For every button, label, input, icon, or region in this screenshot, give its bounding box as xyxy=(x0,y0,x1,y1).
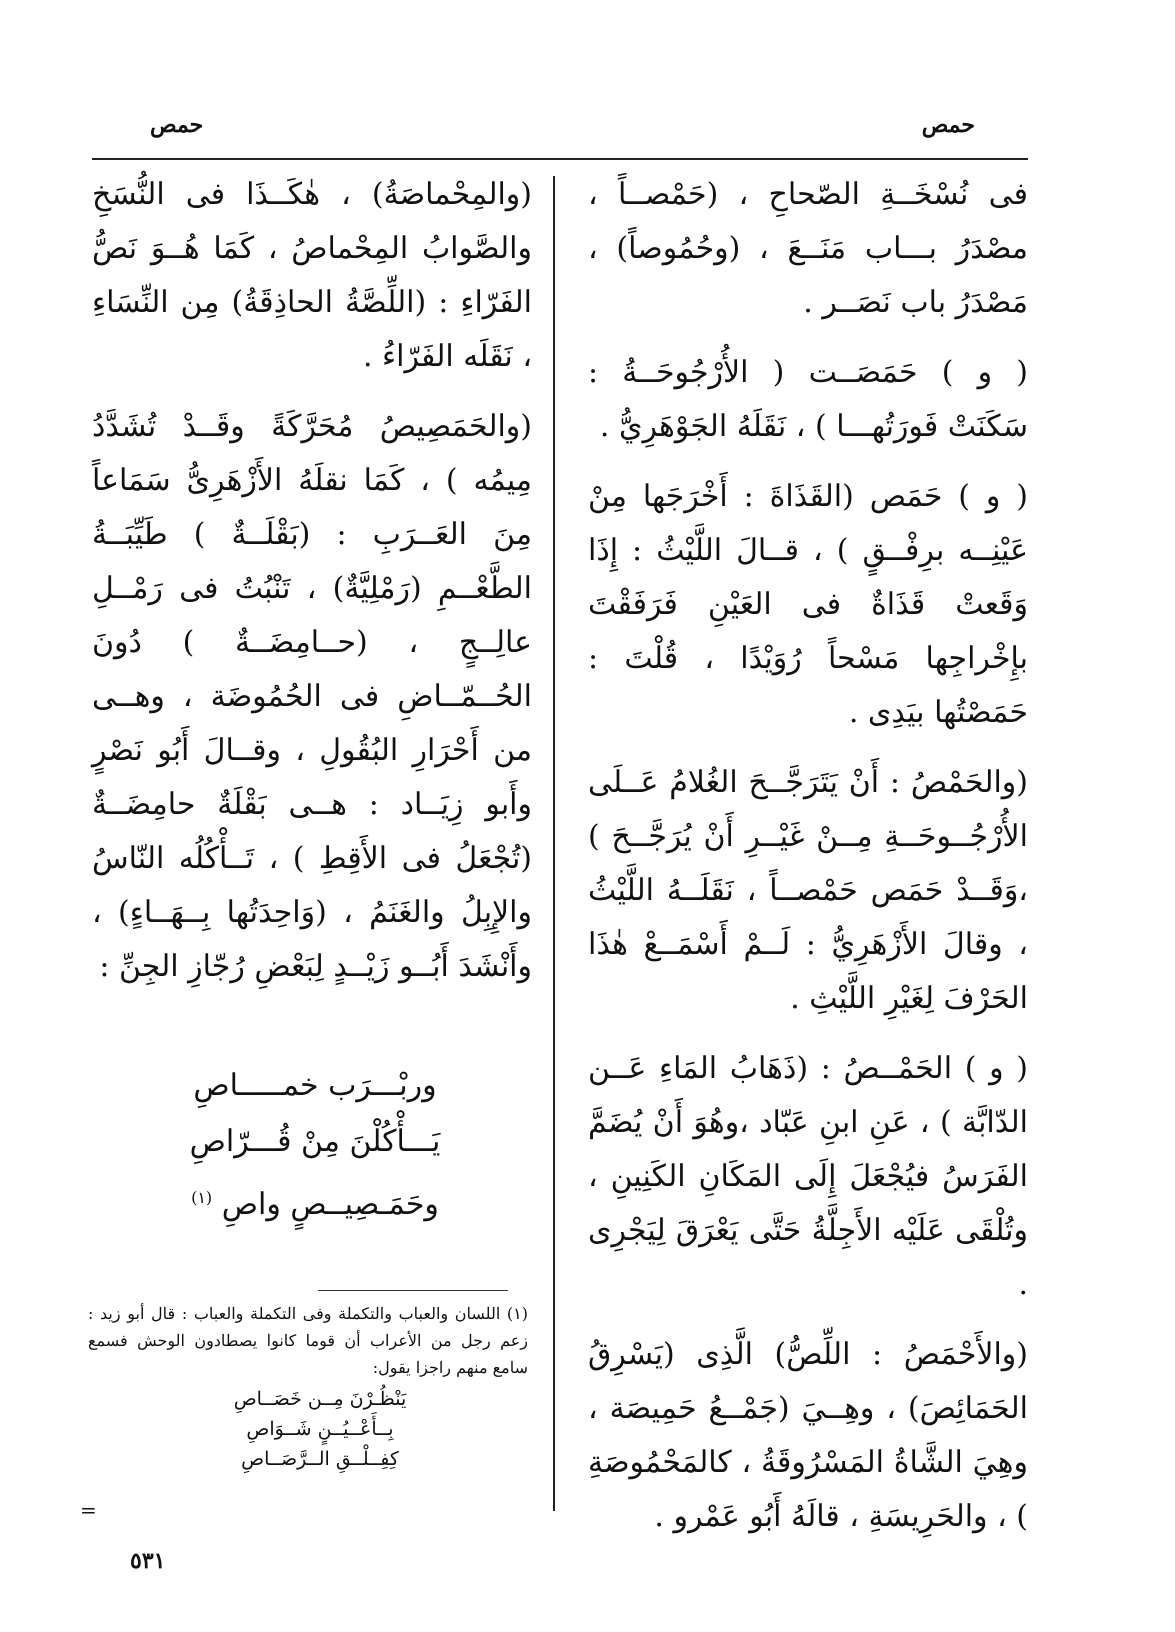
continuation-sign: = xyxy=(80,1498,97,1522)
footnote-text: (١) اللسان والعباب والتكملة وفى التكملة والعباب : قال أبو زيد : زعم رجل من الأعراب أن قوما كانوا يصطادون الوحش فسمع سامع منهم راجزا يقول: xyxy=(88,1304,529,1377)
page-number: ٥٣١ xyxy=(130,1548,166,1574)
footnote-rule xyxy=(318,1290,508,1291)
paragraph: ( و ) حَمَص (القَذَاةَ : أَخْرَجَها مِنْ عَيْنِــه برِفْــقٍ ) ، قــالَ اللَّيْثُ : إِذَا وَقَعتْ قَذَاةٌ فى العَيْنِ فَرَفَقْتَ بإِخْراجِها مَسْحاً رُوَيْدًا ، قُلْتَ : حَمَصْتُها بيَدِى . xyxy=(588,479,1028,730)
verse-line xyxy=(150,1170,480,1233)
footnote-verse-line: بِــأَعْــيُــنٍ شَــوَاصِ xyxy=(246,1418,394,1440)
header-rule xyxy=(92,158,1028,160)
paragraph: (والحَمَصِيصُ مُحَرَّكَةً وقَــدْ تُشَدَّدُ مِيمُه ) ، كَمَا نقلَهُ الأَزْهَرِىُّ سَمَاعاً مِنَ العَــرَبِ : (بَقْلَــةٌ ) طَيِّبَــةُ الطَّعْــمِ (رَمْلِيَّةٌ) ، تَنْبُتُ فى رَمْــلِ عالِــجٍ ، (حــامِضَــةٌ ) دُونَ الحُــمّــاضِ فى الحُمُوضَة ، وهــى من أَحْرَارِ البُقُولِ ، وقــالَ أَبُو نَصْرٍ وأَبو زِيَــاد : هــى بَقْلَةٌ حامِضَــةٌ (تُجْعَلُ فى الأَقِطِ ) ، تَــأْكُلُه النّاسُ والإِبِلُ والغَنَمُ ، (وَاحِدَتُها بِــهَــاءٍ) ، وأَنْشَدَ أَبُــو زَيْــدٍ لِبَعْضِ رُجّازِ الجِنِّ : xyxy=(92,409,532,984)
right-column xyxy=(588,168,1028,1560)
verse-line: يَـــأْكُلْنَ مِنْ قُـــرّاصِ xyxy=(189,1124,441,1159)
paragraph: ( و ) الحَمْــصُ : (ذَهَابُ المَاءِ عَــن الدّابَّة ) ، عَنِ ابنِ عَبّاد ،وهُوَ أَنْ يُضَمَّ الفَرَسُ فيُجْعَلَ إِلَى المَكَانِ الكَنِينِ ، وتُلْقَى عَلَيْه الأَجِلَّةُ حَتَّى يَعْرَقَ لِيَجْرِى . xyxy=(588,1051,1028,1302)
footnote-verse xyxy=(150,1384,490,1474)
paragraph: (والحَمْصُ : أَنْ يَتَرَجَّــحَ الغُلامُ عَــلَى الأُرْجُــوحَــةِ مِــنْ غَيْــرِ أَنْ يُرَجَّــحَ ) ،وَقَــدْ حَمَص حَمْصــاً ، نَقَلَــهُ اللَّيْثُ ، وقالَ الأَزْهَرِيُّ : لَــمْ أَسْمَــعْ هٰذَا الحَرْفَ لِغَيْرِ اللَّيْثِ . xyxy=(588,765,1028,1016)
running-header-right: حمص xyxy=(921,112,975,138)
left-column xyxy=(92,168,532,1010)
poem-verse xyxy=(150,1058,480,1233)
verse-line-text: وحَمَـصِيــصٍ واصِ xyxy=(221,1187,439,1222)
paragraph: فى نُسْخَــةِ الصّحاحِ ، (حَمْصــاً ، مصْدَرُ بـــاب مَنَــعَ ، (وحُمُوصاً) ، مَصْدَرُ باب نَصَــر . xyxy=(588,177,1028,320)
verse-line: وربْـــرَب خمـــــاصِ xyxy=(193,1068,437,1103)
paragraph: (والأَحْمَصُ : اللِّصُّ) الَّذِى (يَسْرِقُ الحَمَائِصَ) ، وهِــيَ (جَمْــعُ حَمِيصَة ، وهِيَ الشَّاةُ المَسْرُوقَةُ ، كالمَحْمُوصَةِ ) ، والحَرِيسَةِ ، قالَهُ أَبُو عَمْرو . xyxy=(588,1337,1028,1534)
footnote-marker: (١) xyxy=(191,1188,213,1207)
footnote-verse-line: كِفِــلْــقِ الــرَّصَــاصِ xyxy=(241,1448,399,1470)
column-divider xyxy=(553,176,555,1511)
footnote-verse-line: يَنْظُـرْنَ مِــن خَصَــاصِ xyxy=(233,1388,407,1410)
paragraph: (والمِحْماصَةُ) ، هٰكَــذَا فى النُّسَخِ والصَّوابُ المِحْماصُ ، كَمَا هُــوَ نَصُّ الفَرّاءِ : (اللِّصَّةُ الحاذِقَةُ) مِن النِّسَاءِ ، نَقَلَه الفَرّاءُ . xyxy=(92,177,532,374)
running-header-left: حمص xyxy=(150,112,204,138)
paragraph: ( و ) حَمَصَــت ( الأُرْجُوحَــةُ : سَكَنَتْ فَورَتُهـــا ) ، نَقَلَهُ الجَوْهَرِيُّ . xyxy=(588,355,1028,444)
